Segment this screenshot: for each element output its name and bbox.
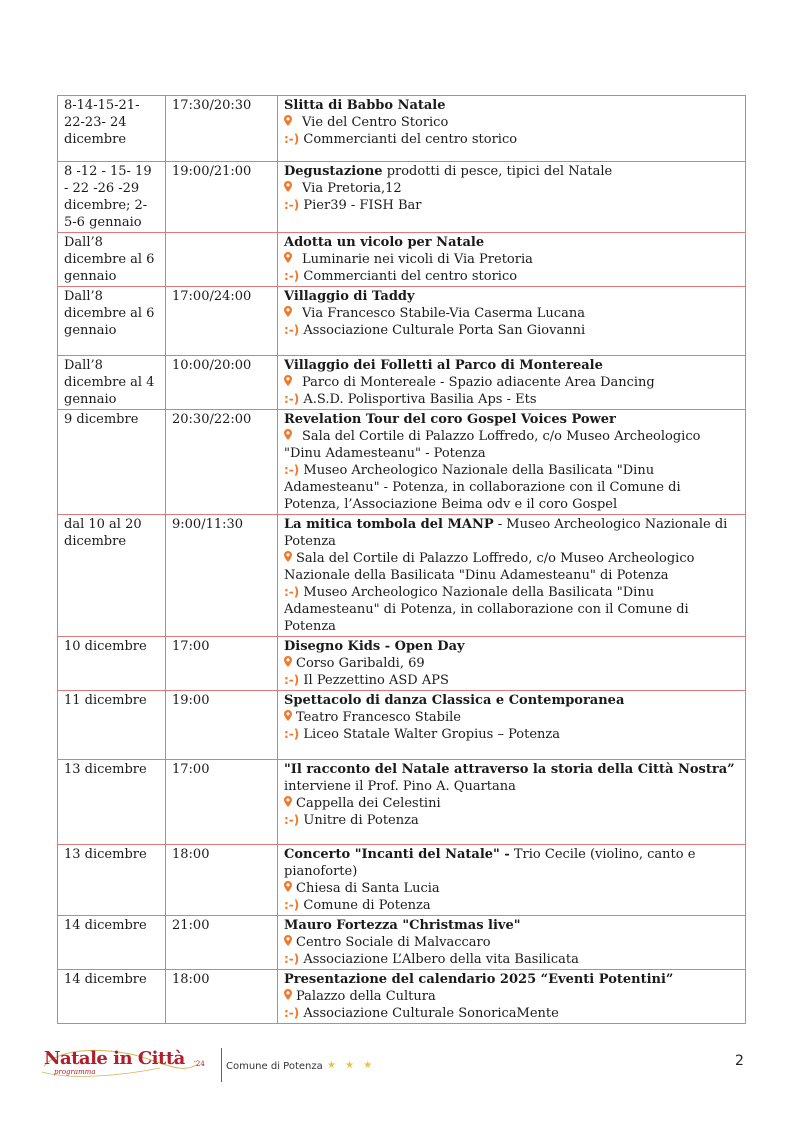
table-row xyxy=(58,233,746,287)
smiley-icon: :-) xyxy=(284,585,300,599)
smiley-icon: :-) xyxy=(284,269,300,283)
map-pin-icon xyxy=(284,251,302,268)
event-time: 17:30/20:30 xyxy=(166,96,278,162)
event-details xyxy=(278,287,746,356)
table-row xyxy=(58,691,746,760)
event-details xyxy=(278,233,746,287)
event-organizer: :-) Il Pezzettino ASD APS xyxy=(284,673,449,688)
event-title-line xyxy=(284,917,739,934)
event-details xyxy=(278,760,746,845)
event-title: Presentazione del calendario 2025 “Eventi Potentini” xyxy=(284,972,674,987)
event-title-line xyxy=(284,846,739,880)
event-time: 20:30/22:00 xyxy=(166,410,278,515)
event-title: "Il racconto del Natale attraverso la storia della Città Nostra” xyxy=(284,762,735,777)
table-row xyxy=(58,845,746,916)
event-title-line xyxy=(284,971,739,988)
event-details xyxy=(278,410,746,515)
event-date: 14 dicembre xyxy=(58,970,166,1024)
table-row xyxy=(58,96,746,162)
stars-icon: ★ ★ ★ xyxy=(327,1060,376,1071)
event-date: 10 dicembre xyxy=(58,637,166,691)
footer-logo xyxy=(44,1046,384,1086)
event-organizer: :-) Associazione Culturale Porta San Giovanni xyxy=(284,323,586,338)
event-details xyxy=(278,970,746,1024)
table-row xyxy=(58,287,746,356)
smiley-icon: :-) xyxy=(284,952,300,966)
event-title: Revelation Tour del coro Gospel Voices Power xyxy=(284,412,616,427)
event-speaker: interviene il Prof. Pino A. Quartana xyxy=(284,779,516,794)
table-row xyxy=(58,760,746,845)
event-details xyxy=(278,637,746,691)
event-title-line xyxy=(284,163,739,180)
smiley-icon: :-) xyxy=(284,392,300,406)
event-title-line xyxy=(284,761,739,778)
event-organizer: :-) A.S.D. Polisportiva Basilia Aps - Ets xyxy=(284,392,537,407)
event-organizer: :-) Associazione L’Albero della vita Basilicata xyxy=(284,952,579,967)
event-time: 9:00/11:30 xyxy=(166,515,278,637)
event-details xyxy=(278,845,746,916)
event-time: 18:00 xyxy=(166,970,278,1024)
event-time xyxy=(166,233,278,287)
smiley-icon: :-) xyxy=(284,898,300,912)
event-date: 8 -12 - 15- 19 - 22 -26 -29 dicembre; 2-5-6 gennaio xyxy=(58,162,166,233)
event-title: Concerto "Incanti del Natale" - xyxy=(284,847,510,862)
event-organizer: :-) Museo Archeologico Nazionale della Basilicata "Dinu Adamesteanu" - Potenza, in collaborazione con il Comune di Potenza, l’Associazione Beima odv e il coro Gospel xyxy=(284,463,681,512)
event-location: Centro Sociale di Malvaccaro xyxy=(284,934,739,951)
event-title: Villaggio di Taddy xyxy=(284,289,415,304)
table-row xyxy=(58,970,746,1024)
map-pin-icon xyxy=(284,180,302,197)
event-organizer: :-) Liceo Statale Walter Gropius – Potenza xyxy=(284,727,561,742)
event-title: Villaggio dei Folletti al Parco di Montereale xyxy=(284,358,603,373)
event-title-line xyxy=(284,234,739,251)
smiley-icon: :-) xyxy=(284,323,300,337)
smiley-icon: :-) xyxy=(284,813,300,827)
events-table xyxy=(57,95,746,1024)
event-title-line xyxy=(284,516,739,550)
smiley-icon: :-) xyxy=(284,132,300,146)
event-title: Degustazione xyxy=(284,164,383,179)
event-location: Chiesa di Santa Lucia xyxy=(284,880,739,897)
event-details xyxy=(278,96,746,162)
event-title-line xyxy=(284,411,739,428)
event-location: Vie del Centro Storico xyxy=(284,114,739,131)
event-title: Disegno Kids - Open Day xyxy=(284,639,465,654)
logo-year: '24 xyxy=(194,1060,205,1068)
table-row xyxy=(58,162,746,233)
event-location: Via Francesco Stabile-Via Caserma Lucana xyxy=(284,305,739,322)
event-time: 21:00 xyxy=(166,916,278,970)
event-title-line xyxy=(284,357,739,374)
map-pin-icon xyxy=(284,934,296,951)
event-title-extra: prodotti di pesce, tipici del Natale xyxy=(382,164,613,179)
event-time: 10:00/20:00 xyxy=(166,356,278,410)
event-title-extra: - Museo Archeologico Nazionale di Potenza xyxy=(284,517,728,549)
event-date: 9 dicembre xyxy=(58,410,166,515)
event-date: Dall’8 dicembre al 6 gennaio xyxy=(58,233,166,287)
event-title: Mauro Fortezza "Christmas live" xyxy=(284,918,521,933)
event-location: Parco di Montereale - Spazio adiacente Area Dancing xyxy=(284,374,739,391)
map-pin-icon xyxy=(284,655,296,672)
event-organizer: :-) Museo Archeologico Nazionale della Basilicata "Dinu Adamesteanu" di Potenza, in collaborazione con il Comune di Potenza xyxy=(284,585,689,634)
event-title: Adotta un vicolo per Natale xyxy=(284,235,485,250)
event-details xyxy=(278,916,746,970)
map-pin-icon xyxy=(284,305,302,322)
event-date: Dall’8 dicembre al 6 gennaio xyxy=(58,287,166,356)
event-location: Teatro Francesco Stabile xyxy=(284,709,739,726)
smiley-icon: :-) xyxy=(284,673,300,687)
footer-divider xyxy=(221,1048,222,1082)
event-time: 17:00 xyxy=(166,637,278,691)
page-number: 2 xyxy=(735,1053,744,1069)
event-time: 19:00 xyxy=(166,691,278,760)
event-time: 17:00 xyxy=(166,760,278,845)
event-organizer: :-) Unitre di Potenza xyxy=(284,813,419,828)
event-title-line xyxy=(284,97,739,114)
logo-title: Natale in Città xyxy=(44,1048,185,1069)
event-title: Slitta di Babbo Natale xyxy=(284,98,446,113)
event-title-line xyxy=(284,692,739,709)
event-date: 13 dicembre xyxy=(58,760,166,845)
event-location: Via Pretoria,12 xyxy=(284,180,739,197)
map-pin-icon xyxy=(284,428,302,445)
event-organizer: :-) Commercianti del centro storico xyxy=(284,269,518,284)
event-location: Palazzo della Cultura xyxy=(284,988,739,1005)
table-row xyxy=(58,356,746,410)
event-date: 8-14-15-21-22-23- 24 dicembre xyxy=(58,96,166,162)
event-organizer: :-) Associazione Culturale SonoricaMente xyxy=(284,1006,559,1021)
event-location: Corso Garibaldi, 69 xyxy=(284,655,739,672)
event-organizer: :-) Comune di Potenza xyxy=(284,898,431,913)
event-title-line xyxy=(284,638,739,655)
table-row xyxy=(58,916,746,970)
logo-subtitle: programma xyxy=(54,1068,96,1076)
map-pin-icon xyxy=(284,709,296,726)
map-pin-icon xyxy=(284,795,296,812)
event-location: Luminarie nei vicoli di Via Pretoria xyxy=(284,251,739,268)
event-details xyxy=(278,691,746,760)
event-date: dal 10 al 20 dicembre xyxy=(58,515,166,637)
event-organizer: :-) Pier39 - FISH Bar xyxy=(284,198,422,213)
smiley-icon: :-) xyxy=(284,1006,300,1020)
event-details xyxy=(278,162,746,233)
event-details xyxy=(278,356,746,410)
event-location: Cappella dei Celestini xyxy=(284,795,739,812)
event-date: 11 dicembre xyxy=(58,691,166,760)
event-title-extra: Trio Cecile (violino, canto e pianoforte) xyxy=(284,847,696,879)
table-row xyxy=(58,515,746,637)
event-title-line xyxy=(284,288,739,305)
table-row xyxy=(58,637,746,691)
map-pin-icon xyxy=(284,550,296,567)
smiley-icon: :-) xyxy=(284,727,300,741)
event-time: 19:00/21:00 xyxy=(166,162,278,233)
map-pin-icon xyxy=(284,374,302,391)
event-date: 14 dicembre xyxy=(58,916,166,970)
event-organizer: :-) Commercianti del centro storico xyxy=(284,132,518,147)
comune-name: Comune di Potenza xyxy=(226,1061,323,1072)
table-row xyxy=(58,410,746,515)
event-location: Sala del Cortile di Palazzo Loffredo, c/o Museo Archeologico Nazionale della Basilicata "Dinu Adamesteanu" di Potenza xyxy=(284,551,695,583)
smiley-icon: :-) xyxy=(284,463,300,477)
event-location: Sala del Cortile di Palazzo Loffredo, c/o Museo Archeologico "Dinu Adamesteanu" - Potenza xyxy=(284,429,701,461)
event-title: La mitica tombola del MANP xyxy=(284,517,494,532)
event-title: Spettacolo di danza Classica e Contemporanea xyxy=(284,693,625,708)
map-pin-icon xyxy=(284,114,302,131)
event-date: 13 dicembre xyxy=(58,845,166,916)
event-details xyxy=(278,515,746,637)
event-time: 17:00/24:00 xyxy=(166,287,278,356)
event-date: Dall’8 dicembre al 4 gennaio xyxy=(58,356,166,410)
smiley-icon: :-) xyxy=(284,198,300,212)
map-pin-icon xyxy=(284,880,296,897)
event-time: 18:00 xyxy=(166,845,278,916)
map-pin-icon xyxy=(284,988,296,1005)
